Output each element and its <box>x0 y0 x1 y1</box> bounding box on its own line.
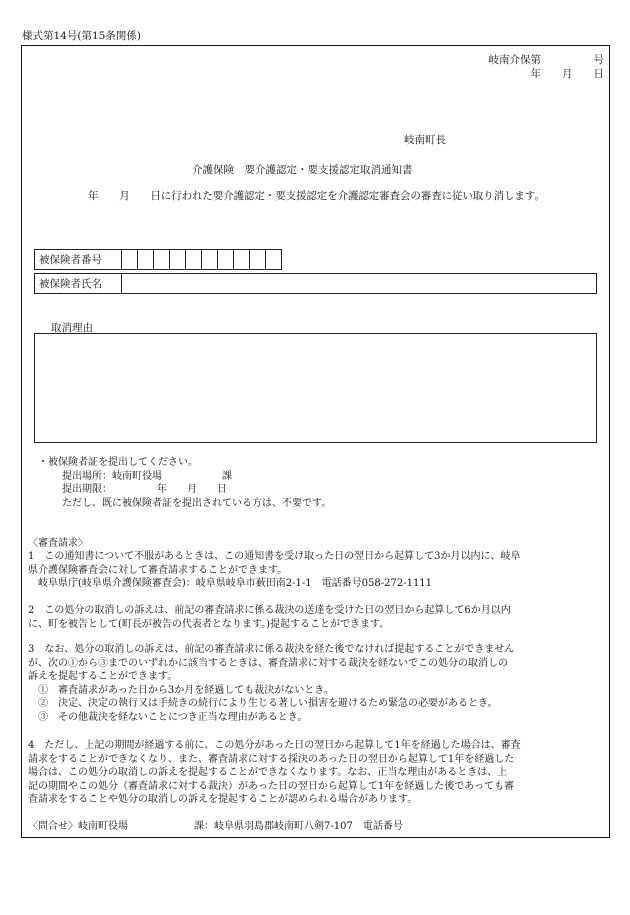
submission-note: ただし、既に被保険者証を提出されている方は、不要です。 <box>62 498 332 509</box>
paragraph-line: 2 この処分の取消しの訴えは、前記の審査請求に係る裁決の送達を受けた日の翌日から起算して6か月以内 <box>28 605 511 616</box>
digit-cell <box>201 250 202 269</box>
inquiry-label: 〈問合せ〉岐南町役場 <box>28 821 128 832</box>
digit-cell <box>153 250 154 269</box>
paragraph-line: 県介護保険審査会に対して審査請求することができます。 <box>28 564 288 576</box>
appeal-heading: 〈審査請求〉 <box>28 538 88 549</box>
issuer: 岐南町長 <box>404 134 446 146</box>
reason-field[interactable] <box>34 333 597 443</box>
digit-cell <box>217 250 218 269</box>
submission-place: 提出場所：岐南町役場 課 <box>62 471 232 482</box>
insured-number-label: 被保険者番号 <box>39 254 102 266</box>
paragraph-line: が、次の①から③までのいずれかに該当するときは、審査請求に対する裁決を経ないでこの処分の取消しの <box>28 657 508 669</box>
document-title: 介護保険 要介護認定・要支援認定取消通知書 <box>192 164 413 176</box>
insured-number-field[interactable] <box>34 249 282 270</box>
paragraph-line: に、町を被告として(町長が被告の代表者となります。)提起することができます。 <box>28 618 390 630</box>
insured-name-field[interactable] <box>34 273 597 294</box>
digit-cell <box>185 250 186 269</box>
submission-deadline: 提出期限： 年 月 日 <box>62 484 227 495</box>
paragraph-line: 記の期間やこの処分（審査請求に対する裁決）があった日の翌日から起算して1年を経過した後であっても審 <box>28 780 515 792</box>
paragraph-line: 岐阜県庁(岐阜県介護保険審査会)：岐阜県岐阜市薮田南2-1-1 電話番号058-272-1111 <box>28 578 433 589</box>
digit-cell <box>249 250 250 269</box>
paragraph-line: 場合は、この処分の取消しの訴えを提起することができなくなります。なお、正当な理由があるときは、上 <box>28 767 508 778</box>
paragraph-line: 訴えを提起することができます。 <box>28 671 178 682</box>
submission-instruction: ・被保険者証を提出してください。 <box>38 457 198 468</box>
paragraph-line: 査請求をすることや処分の取消しの訴えを提起することが認められる場合があります。 <box>28 794 418 805</box>
field-divider <box>121 274 122 293</box>
appeal-paragraph-2 <box>28 604 608 631</box>
issue-date: 年 月 日 <box>530 68 604 80</box>
digit-cell <box>137 250 138 269</box>
paragraph-line: ① 審査請求があった日から3か月を経過しても裁決がないとき。 <box>28 684 334 696</box>
insured-name-label: 被保険者氏名 <box>39 278 102 290</box>
digit-cell <box>233 250 234 269</box>
digit-cell <box>169 250 170 269</box>
digit-cell <box>121 250 122 269</box>
paragraph-line: 3 なお、処分の取消しの訴えは、前記の審査請求に係る裁決を経た後でなければ提起することができません <box>28 644 515 655</box>
notice-body: 年 月 日に行われた要介護認定・要支援認定を介護認定審査会の審査に従い取り消します。 <box>88 190 545 202</box>
reference-number: 岐南介保第 号 <box>488 54 604 66</box>
paragraph-line: 請求をすることができなくなり、また、審査請求に対する採決のあった日の翌日から起算して1年を経過した <box>28 753 515 765</box>
paragraph-line: ② 決定、決定の執行又は手続きの続行により生じる著しい損害を避けるため緊急の必要があるとき。 <box>28 698 498 709</box>
appeal-paragraph-3 <box>28 643 608 724</box>
inquiry-address: 課：岐阜県羽島郡岐南町八剣7-107 電話番号 <box>194 821 403 832</box>
digit-cell <box>265 250 266 269</box>
form-number: 様式第14号(第15条関係) <box>22 30 141 42</box>
reason-label: 取消理由 <box>51 322 93 334</box>
paragraph-line: 1 この通知書について不服があるときは、この通知書を受け取った日の翌日から起算して3か月以内に、岐阜 <box>28 551 521 562</box>
appeal-paragraph-1 <box>28 550 608 591</box>
paragraph-line: ③ その他裁決を経ないことにつき正当な理由があるとき。 <box>28 711 308 723</box>
appeal-paragraph-4 <box>28 739 608 807</box>
paragraph-line: 4 ただし、上記の期間が経過する前に、この処分があった日の翌日から起算して1年を経過した場合は、審査 <box>28 740 521 751</box>
